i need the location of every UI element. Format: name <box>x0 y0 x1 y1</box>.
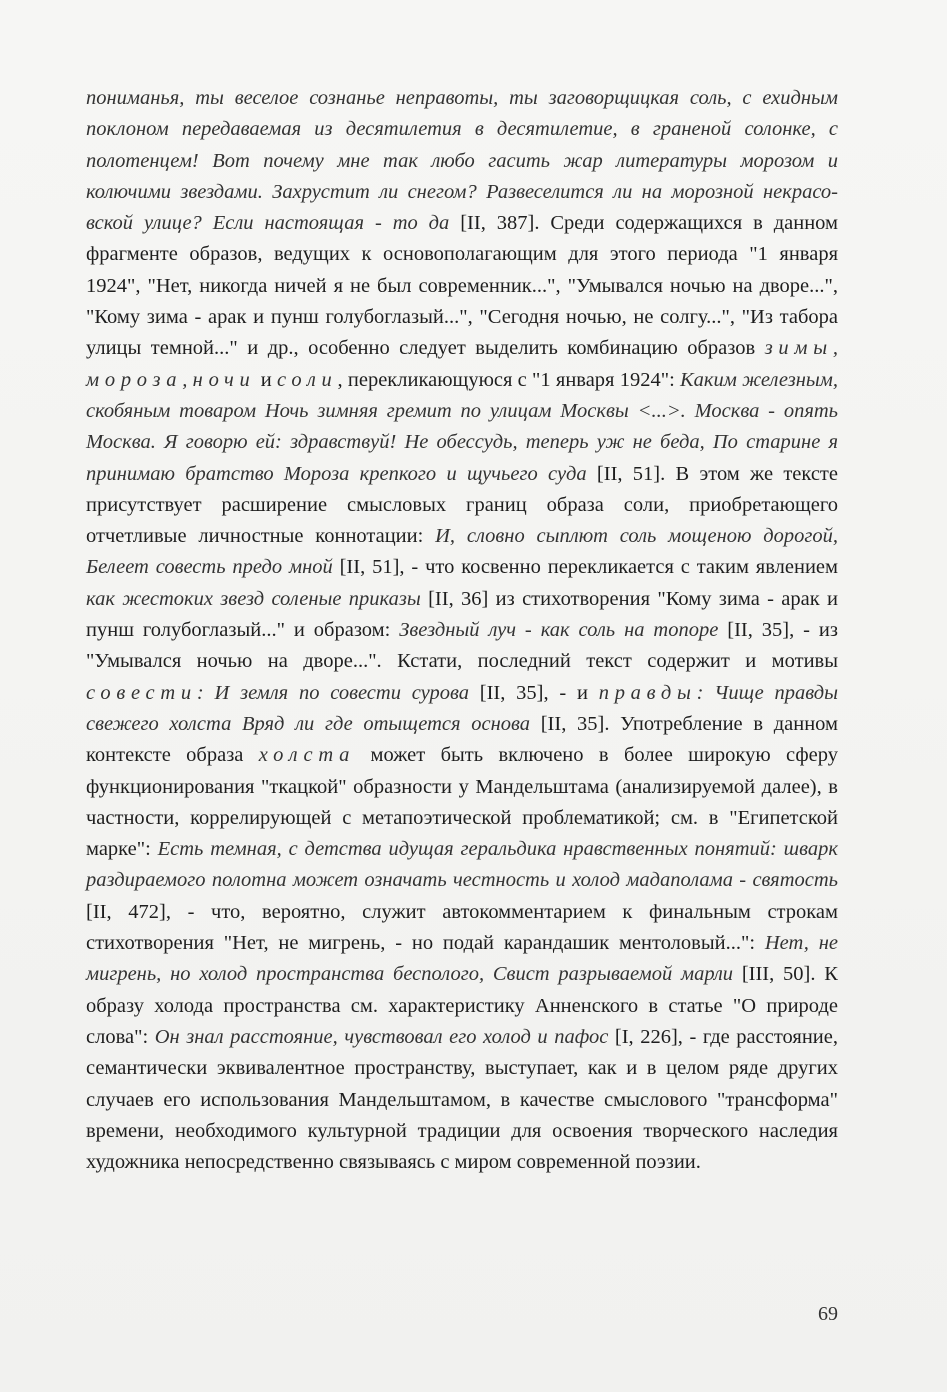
spaced-term: совести <box>86 681 197 704</box>
quote-text: как жестоких звезд соленые приказы <box>86 587 421 610</box>
body-text-run: , перекликающуюся с "1 января 1924": <box>337 368 681 391</box>
quote-text: пониманья, ты веселое сознанье неправоты, ты заговорщицкая соль, с ехидным поклоном передаваемая из десятилетия в десятилетие, в граненой солонке, с полотенцем! Вот почему мне так любо гасить жар литературы морозом и колючими звездами. Захрустит ли снегом? Развеселится ли на морозной некрасовской улице? Если настоящая - то да <box>86 87 838 235</box>
separator: , <box>832 337 838 360</box>
body-text-run: [II, 472], - что, вероятно, служит автокомментарием к финальным строкам стихотворения "Нет, не мигрень, - но подай карандашик ментоловый...": <box>86 900 838 955</box>
body-text-run: [II, 35], - из "Умывался ночью на дворе...". Кстати, последний текст содержит и мотивы <box>86 619 838 673</box>
body-text-run: [III, 50]. К образу холода пространства см. характеристику Анненского в статье "О природе слова": <box>86 963 838 1048</box>
page-number: 69 <box>818 1303 838 1325</box>
spaced-term: мороза <box>86 368 183 391</box>
spaced-term: зимы <box>764 337 833 360</box>
spaced-term: соли <box>277 368 338 391</box>
body-text-run: [II, 51]. В этом же тексте присутствует расширение смысловых границ образа соли, приобретающего отчетливые личностные коннотации: <box>86 462 838 548</box>
body-text-run: [II, 387]. Среди содержащихся в данном фрагменте образов, ведущих к основополагающим для этого периода "1 января 1924", "Нет, никогда ничей я не был современник...", "Умывался ночью на дворе...", "Кому зима - арак и пунш голубоглазый...", "Сегодня ночью, не солгу...", "Из табора улицы темной..." и др., особенно следует выделить комбинацию образов <box>86 212 839 360</box>
quote-text: И земля по совести сурова <box>214 681 470 704</box>
separator: : <box>696 681 715 704</box>
body-text <box>86 83 838 1178</box>
quote-text: Каким железным, скобяным товаром Ночь зимняя гремит по улицам Москвы <...>. Москва - опять Москва. Я говорю ей: здравствуй! Не обессудь, теперь уж не беда, По старине я принимаю братство Мороза крепкого и щучьего суда <box>86 368 839 485</box>
body-text-run: [II, 51], - что косвенно перекликается с таким явлением <box>332 556 838 579</box>
quote-text: Звездный луч - как соль на топоре <box>399 619 719 642</box>
spaced-term: холста <box>258 744 356 767</box>
body-text-run: [II, 35]. Употребление в данном контексте образа <box>86 712 838 767</box>
body-text-run: [I, 226], - где расстояние, семантически эквивалентное пространству, выступает, как и в целом ряде других случаев его использования Мандельштамом, в качестве смыслового "трансформа" времени, необходимого культурной традиции для освоения творческого наследия художника непосредственно связываясь с миром современной поэзии. <box>86 1025 838 1174</box>
body-text-run: [II, 35], - и <box>469 681 599 704</box>
quote-text: Есть темная, с детства идущая геральдика нравственных понятий: шварк раздираемого полотна может означать честность и холод мадаполама - святость <box>86 838 838 892</box>
body-text-run: [II, 36] из стихотворения "Кому зима - арак и пунш голубоглазый..." и образом: <box>86 587 838 642</box>
quote-text: Нет, не мигрень, но холод пространства бесполого, Свист разрываемой марли <box>86 932 838 986</box>
separator: , <box>182 368 193 391</box>
spaced-term: ночи <box>192 368 256 391</box>
body-text-run: может быть включено в более широкую сферу функционирования "ткацкой" образности у Мандельштама (анализируемой далее), в частности, коррелирующей с метапоэтической проблематикой; см. в "Египетской марке": <box>86 744 838 861</box>
body-text-run: и <box>255 368 278 391</box>
quote-text: Он знал расстояние, чувствовал его холод и пафос <box>154 1025 609 1048</box>
spaced-term: правды <box>598 681 697 704</box>
separator: : <box>196 681 215 704</box>
quote-text: И, словно сыплют соль мощеною дорогой, Белеет совесть предо мной <box>86 525 838 579</box>
quote-text: Чище правды свежего холста Вряд ли где отыщется основа <box>86 681 838 735</box>
